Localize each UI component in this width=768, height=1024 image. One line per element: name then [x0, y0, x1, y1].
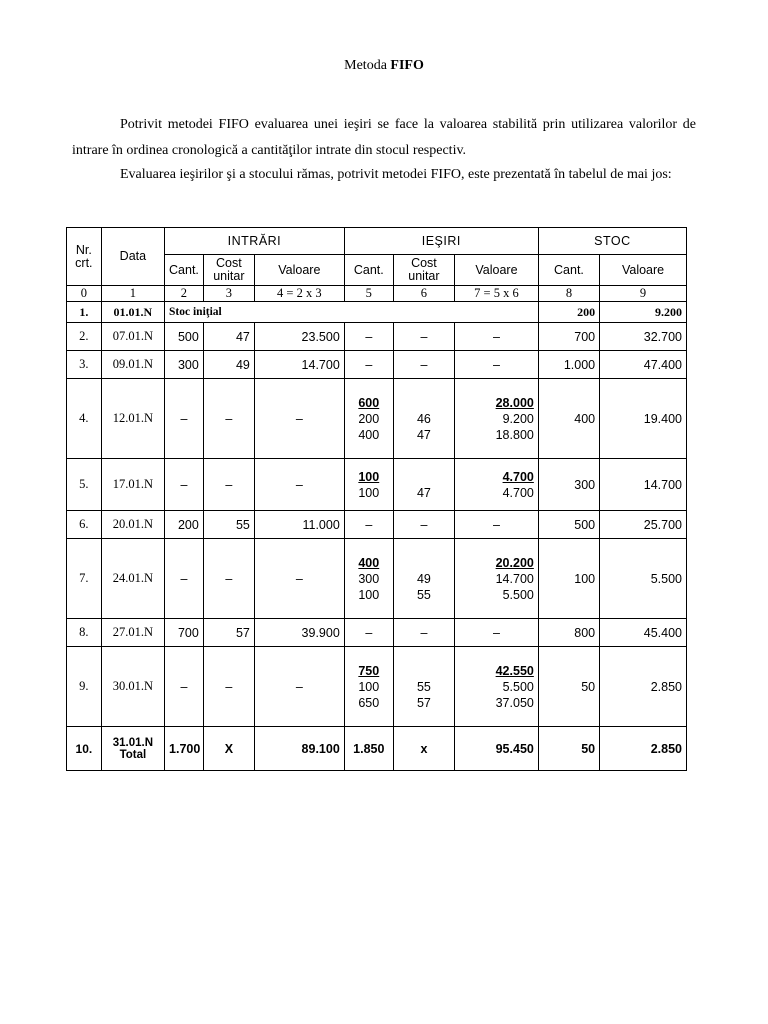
iesiri-valoare-line: – — [492, 329, 500, 344]
row-date: 01.01.N — [101, 302, 164, 323]
iesiri-cant-total: 400 — [358, 555, 380, 570]
iesiri-valoare-total: 28.000 — [495, 395, 534, 410]
intrari-valoare: 23.500 — [254, 323, 344, 351]
total-date: 31.01.N — [112, 736, 154, 749]
iesiri-valoare-total: 20.200 — [495, 555, 534, 570]
iesiri-cost — [393, 619, 454, 647]
stoc-cant: 200 — [538, 302, 599, 323]
paragraph-1: Potrivit metodei FIFO evaluarea unei ieşiri se face la valoarea stabilită prin utilizarea valorilor de intrare în ordinea cronologică a cantităţilor intrate din stocul respectiv. — [72, 117, 696, 158]
iesiri-cant-total: 750 — [358, 663, 380, 678]
stoc-valoare: 2.850 — [600, 647, 687, 727]
row-nr: 6. — [67, 511, 102, 539]
row-nr: 3. — [67, 351, 102, 379]
intrari-cant: – — [165, 539, 204, 619]
total-stoc-cant: 50 — [538, 727, 599, 771]
iesiri-valoare-line: 9.200 — [502, 411, 534, 426]
intrari-valoare: – — [254, 539, 344, 619]
stoc-valoare: 32.700 — [600, 323, 687, 351]
index-cell: 7 = 5 x 6 — [455, 286, 539, 302]
intrari-cost: 55 — [203, 511, 254, 539]
iesiri-valoare-line: – — [492, 625, 500, 640]
header-intrari-cant: Cant. — [165, 255, 204, 286]
iesiri-cant — [344, 647, 393, 727]
iesiri-cant-line: 300 — [358, 571, 380, 586]
iesiri-cost-line: 55 — [416, 587, 431, 602]
total-intrari-cost: X — [203, 727, 254, 771]
row-nr: 7. — [67, 539, 102, 619]
index-cell: 4 = 2 x 3 — [254, 286, 344, 302]
index-cell: 3 — [203, 286, 254, 302]
stoc-cant: 300 — [538, 459, 599, 511]
table-row — [67, 459, 687, 511]
iesiri-cost-line: – — [420, 357, 428, 372]
index-cell: 9 — [600, 286, 687, 302]
stoc-valoare: 9.200 — [600, 302, 687, 323]
row-date: 20.01.N — [101, 511, 164, 539]
intrari-valoare: – — [254, 459, 344, 511]
iesiri-valoare — [455, 351, 539, 379]
iesiri-cant-line: – — [365, 357, 373, 372]
row-nr: 9. — [67, 647, 102, 727]
total-intrari-cant: 1.700 — [165, 727, 204, 771]
stoc-valoare: 5.500 — [600, 539, 687, 619]
total-iesiri-valoare: 95.450 — [455, 727, 539, 771]
table-row — [67, 539, 687, 619]
iesiri-cost-line: 47 — [416, 485, 431, 500]
total-row — [67, 727, 687, 771]
total-nr: 10. — [67, 727, 102, 771]
intrari-cant: 300 — [165, 351, 204, 379]
iesiri-valoare-line: – — [492, 357, 500, 372]
table-row — [67, 647, 687, 727]
index-cell: 8 — [538, 286, 599, 302]
intrari-valoare: 39.900 — [254, 619, 344, 647]
iesiri-cost-line: 55 — [416, 679, 431, 694]
stoc-initial-label: Stoc iniţial — [165, 302, 539, 323]
row-date: 24.01.N — [101, 539, 164, 619]
iesiri-cost-line: 49 — [416, 571, 431, 586]
total-date-cell — [101, 727, 164, 771]
stoc-cant: 50 — [538, 647, 599, 727]
intrari-cant: – — [165, 459, 204, 511]
iesiri-valoare-line: 18.800 — [495, 427, 534, 442]
iesiri-valoare-total: 4.700 — [502, 469, 534, 484]
iesiri-cant-line: 100 — [358, 587, 380, 602]
row-date: 09.01.N — [101, 351, 164, 379]
iesiri-cost-line: – — [420, 517, 428, 532]
header-intrari: INTRĂRI — [165, 228, 345, 255]
intrari-cost: – — [203, 379, 254, 459]
total-iesiri-cost: x — [393, 727, 454, 771]
iesiri-cant-line: – — [365, 517, 373, 532]
stoc-cant: 1.000 — [538, 351, 599, 379]
iesiri-cant — [344, 619, 393, 647]
iesiri-valoare — [455, 647, 539, 727]
stoc-valoare: 25.700 — [600, 511, 687, 539]
header-data: Data — [101, 228, 164, 286]
iesiri-valoare-line: 14.700 — [495, 571, 534, 586]
intrari-cant: 700 — [165, 619, 204, 647]
intrari-cant: 500 — [165, 323, 204, 351]
row-nr: 2. — [67, 323, 102, 351]
index-cell: 6 — [393, 286, 454, 302]
iesiri-cost — [393, 379, 454, 459]
iesiri-cost-line: – — [420, 625, 428, 640]
intrari-cant: – — [165, 379, 204, 459]
stoc-valoare: 45.400 — [600, 619, 687, 647]
header-iesiri-cost: Cost unitar — [393, 255, 454, 286]
index-cell: 5 — [344, 286, 393, 302]
row-nr: 5. — [67, 459, 102, 511]
table-row — [67, 351, 687, 379]
index-cell: 2 — [165, 286, 204, 302]
fifo-table — [66, 227, 687, 771]
stoc-cant: 400 — [538, 379, 599, 459]
intrari-valoare: – — [254, 647, 344, 727]
iesiri-valoare — [455, 379, 539, 459]
page-title — [0, 58, 768, 74]
iesiri-cant-line: 100 — [358, 485, 380, 500]
table-row — [67, 323, 687, 351]
total-label: Total — [119, 748, 147, 761]
iesiri-cant-line: 400 — [358, 427, 380, 442]
header-stoc-valoare: Valoare — [600, 255, 687, 286]
iesiri-cost-line: – — [420, 329, 428, 344]
iesiri-valoare-line: 5.500 — [502, 679, 534, 694]
total-iesiri-cant: 1.850 — [344, 727, 393, 771]
stoc-valoare: 19.400 — [600, 379, 687, 459]
iesiri-valoare — [455, 459, 539, 511]
paragraph-2: Evaluarea ieşirilor şi a stocului rămas, potrivit metodei FIFO, este prezentată în tabelul de mai jos: — [120, 167, 672, 182]
stoc-cant: 100 — [538, 539, 599, 619]
header-iesiri: IEŞIRI — [344, 228, 538, 255]
header-iesiri-valoare: Valoare — [455, 255, 539, 286]
iesiri-cost-line: 46 — [416, 411, 431, 426]
index-row — [67, 286, 687, 302]
intrari-cost: – — [203, 539, 254, 619]
row-date: 30.01.N — [101, 647, 164, 727]
iesiri-cost-line: 57 — [416, 695, 431, 710]
total-stoc-valoare: 2.850 — [600, 727, 687, 771]
intrari-cost: 47 — [203, 323, 254, 351]
iesiri-cant-line: – — [365, 625, 373, 640]
title-prefix: Metoda — [344, 58, 391, 73]
stoc-cant: 700 — [538, 323, 599, 351]
iesiri-valoare — [455, 511, 539, 539]
iesiri-valoare-line: 37.050 — [495, 695, 534, 710]
iesiri-cant-line: – — [365, 329, 373, 344]
row-date: 27.01.N — [101, 619, 164, 647]
intrari-cant: 200 — [165, 511, 204, 539]
index-cell: 1 — [101, 286, 164, 302]
header-iesiri-cant: Cant. — [344, 255, 393, 286]
row-nr: 1. — [67, 302, 102, 323]
table-row — [67, 619, 687, 647]
intrari-cost: 57 — [203, 619, 254, 647]
table-row — [67, 302, 687, 323]
intrari-cost: – — [203, 647, 254, 727]
iesiri-cost — [393, 459, 454, 511]
iesiri-cant — [344, 351, 393, 379]
row-nr: 4. — [67, 379, 102, 459]
iesiri-cost — [393, 539, 454, 619]
iesiri-cost-line: 47 — [416, 427, 431, 442]
title-bold: FIFO — [390, 58, 424, 73]
intrari-cost: – — [203, 459, 254, 511]
iesiri-cant — [344, 323, 393, 351]
iesiri-cant-line: 200 — [358, 411, 380, 426]
iesiri-cant — [344, 459, 393, 511]
iesiri-valoare — [455, 619, 539, 647]
iesiri-cant — [344, 379, 393, 459]
iesiri-cant-total: 600 — [358, 395, 380, 410]
intrari-cant: – — [165, 647, 204, 727]
iesiri-cant-total: 100 — [358, 469, 380, 484]
row-date: 07.01.N — [101, 323, 164, 351]
iesiri-cant-line: 650 — [358, 695, 380, 710]
intrari-cost: 49 — [203, 351, 254, 379]
iesiri-valoare-line: 5.500 — [502, 587, 534, 602]
iesiri-cant — [344, 539, 393, 619]
stoc-cant: 500 — [538, 511, 599, 539]
header-nr-crt: Nr. crt. — [67, 228, 102, 286]
row-nr: 8. — [67, 619, 102, 647]
stoc-cant: 800 — [538, 619, 599, 647]
iesiri-valoare-line: 4.700 — [502, 485, 534, 500]
iesiri-valoare-total: 42.550 — [495, 663, 534, 678]
intrari-valoare: 14.700 — [254, 351, 344, 379]
intrari-valoare: 11.000 — [254, 511, 344, 539]
row-date: 12.01.N — [101, 379, 164, 459]
iesiri-cost — [393, 647, 454, 727]
total-intrari-valoare: 89.100 — [254, 727, 344, 771]
header-stoc: STOC — [538, 228, 686, 255]
iesiri-cant — [344, 511, 393, 539]
stoc-valoare: 47.400 — [600, 351, 687, 379]
row-date: 17.01.N — [101, 459, 164, 511]
table-row — [67, 379, 687, 459]
iesiri-valoare-line: – — [492, 517, 500, 532]
iesiri-cost — [393, 351, 454, 379]
iesiri-cant-line: 100 — [358, 679, 380, 694]
header-intrari-valoare: Valoare — [254, 255, 344, 286]
iesiri-cost — [393, 511, 454, 539]
iesiri-cost — [393, 323, 454, 351]
index-cell: 0 — [67, 286, 102, 302]
header-intrari-cost: Cost unitar — [203, 255, 254, 286]
stoc-valoare: 14.700 — [600, 459, 687, 511]
header-stoc-cant: Cant. — [538, 255, 599, 286]
iesiri-valoare — [455, 539, 539, 619]
table-row — [67, 511, 687, 539]
iesiri-valoare — [455, 323, 539, 351]
intrari-valoare: – — [254, 379, 344, 459]
